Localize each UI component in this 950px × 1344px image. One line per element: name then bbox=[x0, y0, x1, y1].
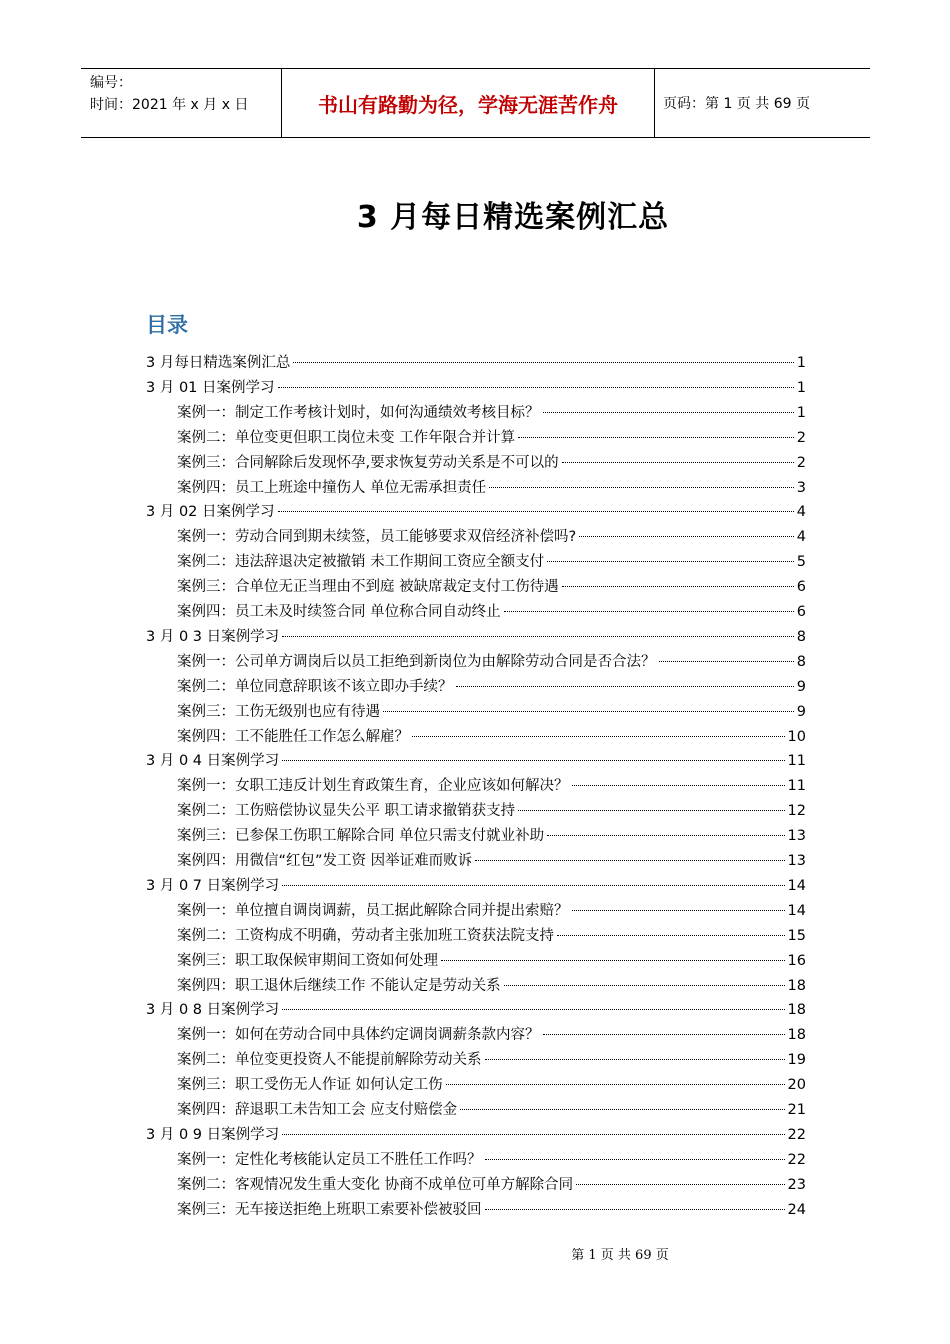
toc-leader-dots bbox=[547, 835, 784, 836]
toc-leader-dots bbox=[489, 487, 794, 488]
toc-entry-title: 案例二：违法辞退决定被撤销 未工作期间工资应全额支付 bbox=[177, 554, 545, 571]
time-label: 时间：2021 年 x 月 x 日 bbox=[90, 97, 249, 113]
header-motto: 书山有路勤为径，学海无涯苦作舟 bbox=[282, 69, 655, 137]
toc-leader-dots bbox=[518, 437, 794, 438]
toc-leader-dots bbox=[282, 1134, 784, 1135]
toc-entry-page: 6 bbox=[796, 604, 806, 620]
toc-entry-title: 3 月 0 4 日案例学习 bbox=[146, 753, 280, 770]
toc-entry-page: 18 bbox=[787, 977, 806, 994]
toc-entry-page: 20 bbox=[787, 1077, 806, 1094]
toc-entry-title: 3 月 0 8 日案例学习 bbox=[146, 1002, 280, 1019]
toc-entry-title: 案例四：员工未及时续签合同 单位称合同自动终止 bbox=[177, 604, 501, 620]
toc-entry-page: 2 bbox=[796, 454, 806, 471]
toc-entry-page: 4 bbox=[796, 504, 806, 521]
toc-entry-title: 案例一：如何在劳动合同中具体约定调岗调薪条款内容？ bbox=[177, 1027, 540, 1044]
toc-entry[interactable] bbox=[177, 550, 806, 572]
toc-entry-title: 案例四：工不能胜任工作怎么解雇？ bbox=[177, 728, 409, 745]
toc-entry-page: 8 bbox=[796, 628, 806, 645]
toc-entry[interactable] bbox=[177, 1173, 806, 1195]
toc-entry-title: 案例二：单位变更但职工岗位未变 工作年限合并计算 bbox=[177, 429, 516, 446]
toc-entry-page: 1 bbox=[796, 355, 806, 371]
toc-entry-title: 案例三：已参保工伤职工解除合同 单位只需支付就业补助 bbox=[177, 828, 545, 845]
toc-entry-title: 案例二：工资构成不明确，劳动者主张加班工资获法院支持 bbox=[177, 927, 554, 944]
toc-entry[interactable] bbox=[146, 998, 806, 1020]
toc-entry-page: 18 bbox=[787, 1027, 806, 1044]
toc-entry-page: 1 bbox=[796, 379, 806, 396]
toc-entry[interactable] bbox=[177, 974, 806, 996]
toc-entry-title: 案例二：单位变更投资人不能提前解除劳动关系 bbox=[177, 1052, 482, 1069]
toc-leader-dots bbox=[504, 985, 785, 986]
toc-entry-title: 3 月 02 日案例学习 bbox=[146, 504, 275, 521]
toc-entry-title: 3 月 0 3 日案例学习 bbox=[146, 628, 280, 645]
toc-entry-title: 3 月 01 日案例学习 bbox=[146, 379, 275, 396]
toc-entry-page: 15 bbox=[787, 927, 806, 944]
toc-entry-page: 2 bbox=[796, 429, 806, 446]
toc-entry[interactable] bbox=[177, 451, 806, 473]
toc-entry-title: 案例一：单位擅自调岗调薪，员工据此解除合同并提出索赔？ bbox=[177, 902, 569, 919]
toc-entry-title: 案例一：劳动合同到期未续签，员工能够要求双倍经济补偿吗? bbox=[177, 529, 577, 546]
toc-entry-title: 案例一：定性化考核能认定员工不胜任工作吗？ bbox=[177, 1151, 482, 1168]
toc-entry-page: 11 bbox=[787, 753, 806, 770]
toc-entry[interactable] bbox=[177, 575, 806, 597]
toc-entry[interactable] bbox=[177, 675, 806, 697]
toc-leader-dots bbox=[557, 935, 785, 936]
toc-entry[interactable] bbox=[177, 1148, 806, 1170]
toc-leader-dots bbox=[485, 1209, 785, 1210]
toc-leader-dots bbox=[456, 686, 794, 687]
toc-entry[interactable] bbox=[146, 625, 806, 647]
toc-entry-page: 13 bbox=[787, 828, 806, 845]
toc-leader-dots bbox=[383, 711, 794, 712]
toc-leader-dots bbox=[278, 387, 794, 388]
toc-entry-page: 21 bbox=[787, 1102, 806, 1118]
toc-entry-title: 案例二：客观情况发生重大变化 协商不成单位可单方解除合同 bbox=[177, 1176, 574, 1193]
toc-leader-dots bbox=[460, 1109, 784, 1110]
toc-entry-title: 案例四：用微信“红包”发工资 因举证难而败诉 bbox=[177, 853, 473, 869]
toc-entry-page: 9 bbox=[796, 678, 806, 695]
toc-entry-page: 19 bbox=[787, 1052, 806, 1069]
toc-entry[interactable] bbox=[177, 774, 806, 796]
page-header bbox=[81, 68, 870, 138]
toc-entry[interactable] bbox=[146, 749, 806, 771]
toc-entry[interactable] bbox=[177, 650, 806, 672]
toc-leader-dots bbox=[562, 462, 794, 463]
toc-entry-title: 案例一：公司单方调岗后以员工拒绝到新岗位为由解除劳动合同是否合法？ bbox=[177, 653, 656, 670]
toc-entry-title: 案例二：工伤赔偿协议显失公平 职工请求撤销获支持 bbox=[177, 803, 516, 820]
toc-leader-dots bbox=[518, 810, 784, 811]
toc-leader-dots bbox=[562, 586, 794, 587]
toc-entry-page: 13 bbox=[787, 853, 806, 869]
toc-entry[interactable] bbox=[177, 899, 806, 921]
toc-entry-title: 案例二：单位同意辞职该不该立即办手续？ bbox=[177, 678, 453, 695]
toc-entry[interactable] bbox=[177, 725, 806, 747]
toc-entry-page: 9 bbox=[796, 703, 806, 720]
toc-entry-title: 3 月每日精选案例汇总 bbox=[146, 355, 291, 371]
toc-entry[interactable] bbox=[177, 700, 806, 722]
toc-entry-page: 14 bbox=[787, 902, 806, 919]
toc-entry-page: 12 bbox=[787, 803, 806, 820]
header-meta bbox=[81, 69, 282, 137]
toc-leader-dots bbox=[441, 960, 785, 961]
toc-entry-title: 案例一：制定工作考核计划时，如何沟通绩效考核目标？ bbox=[177, 404, 540, 421]
toc-entry-title: 案例三：合同解除后发现怀孕,要求恢复劳动关系是不可以的 bbox=[177, 454, 559, 471]
toc-entry[interactable] bbox=[177, 426, 806, 448]
toc-leader-dots bbox=[572, 785, 785, 786]
toc-entry-page: 5 bbox=[796, 554, 806, 571]
toc-entry[interactable] bbox=[177, 799, 806, 821]
toc-entry-title: 案例三：工伤无级别也应有待遇 bbox=[177, 703, 380, 720]
toc-entry-page: 1 bbox=[796, 404, 806, 421]
toc-leader-dots bbox=[278, 511, 794, 512]
toc-entry-page: 24 bbox=[787, 1201, 806, 1218]
toc-entry[interactable] bbox=[177, 824, 806, 846]
header-page-info: 页码：第 1 页 共 69 页 bbox=[663, 96, 810, 112]
toc-leader-dots bbox=[547, 561, 794, 562]
toc-entry-page: 8 bbox=[796, 653, 806, 670]
toc-leader-dots bbox=[579, 536, 794, 537]
toc-entry-title: 案例三：合单位无正当理由不到庭 被缺席裁定支付工伤待遇 bbox=[177, 579, 559, 596]
toc-entry[interactable] bbox=[146, 500, 806, 522]
toc-entry-title: 案例四：职工退休后继续工作 不能认定是劳动关系 bbox=[177, 977, 501, 994]
toc-entry[interactable] bbox=[177, 1048, 806, 1070]
toc-entry[interactable] bbox=[177, 401, 806, 423]
toc-leader-dots bbox=[504, 611, 794, 612]
toc-entry-page: 10 bbox=[787, 728, 806, 745]
toc-leader-dots bbox=[572, 910, 785, 911]
toc-entry-title: 案例三：无车接送拒绝上班职工索要补偿被驳回 bbox=[177, 1201, 482, 1218]
toc-entry-page: 14 bbox=[787, 877, 806, 894]
toc-entry-page: 18 bbox=[787, 1002, 806, 1019]
toc-leader-dots bbox=[485, 1159, 785, 1160]
toc-entry-page: 22 bbox=[787, 1126, 806, 1143]
toc-entry-title: 3 月 0 9 日案例学习 bbox=[146, 1126, 280, 1143]
toc-entry-title: 案例四：辞退职工未告知工会 应支付赔偿金 bbox=[177, 1102, 458, 1118]
toc-heading: 目录 bbox=[146, 313, 188, 337]
toc-entry-page: 4 bbox=[796, 529, 806, 546]
page-footer: 第 1 页 共 69 页 bbox=[571, 1248, 669, 1263]
toc-leader-dots bbox=[282, 1009, 784, 1010]
toc-leader-dots bbox=[475, 860, 784, 861]
toc-entry-page: 6 bbox=[796, 579, 806, 596]
toc-entry[interactable] bbox=[177, 600, 806, 622]
toc-leader-dots bbox=[543, 412, 794, 413]
toc-entry-page: 3 bbox=[796, 479, 806, 496]
toc-leader-dots bbox=[485, 1059, 785, 1060]
toc-entry-title: 3 月 0 7 日案例学习 bbox=[146, 877, 280, 894]
toc-leader-dots bbox=[282, 885, 784, 886]
toc-entry[interactable] bbox=[146, 1123, 806, 1145]
toc-entry[interactable] bbox=[177, 1073, 806, 1095]
toc-entry[interactable] bbox=[177, 924, 806, 946]
toc-entry[interactable] bbox=[177, 1098, 806, 1120]
toc-entry[interactable] bbox=[146, 351, 806, 373]
toc-leader-dots bbox=[659, 661, 794, 662]
toc-leader-dots bbox=[282, 760, 784, 761]
toc-entry-title: 案例三：职工取保候审期间工资如何处理 bbox=[177, 952, 438, 969]
toc-entry[interactable] bbox=[146, 376, 806, 398]
toc-entry-page: 16 bbox=[787, 952, 806, 969]
toc-leader-dots bbox=[576, 1184, 784, 1185]
toc-leader-dots bbox=[543, 1034, 785, 1035]
toc-entry[interactable] bbox=[177, 949, 806, 971]
toc-entry-page: 11 bbox=[787, 778, 806, 795]
toc-leader-dots bbox=[282, 636, 794, 637]
toc-entry-page: 23 bbox=[787, 1176, 806, 1193]
toc-entry[interactable] bbox=[177, 525, 806, 547]
toc-entry[interactable] bbox=[177, 1023, 806, 1045]
toc-entry-title: 案例三：职工受伤无人作证 如何认定工伤 bbox=[177, 1077, 443, 1094]
toc-entry[interactable] bbox=[177, 476, 806, 498]
toc-leader-dots bbox=[446, 1084, 785, 1085]
toc-entry-page: 22 bbox=[787, 1151, 806, 1168]
toc-entry[interactable] bbox=[177, 849, 806, 871]
number-label: 编号： bbox=[90, 75, 132, 91]
toc-leader-dots bbox=[293, 362, 793, 363]
toc-entry[interactable] bbox=[146, 874, 806, 896]
toc-entry[interactable] bbox=[177, 1198, 806, 1220]
toc-entry-title: 案例四：员工上班途中撞伤人 单位无需承担责任 bbox=[177, 479, 487, 496]
toc-leader-dots bbox=[412, 736, 785, 737]
toc-entry-title: 案例一：女职工违反计划生育政策生育，企业应该如何解决？ bbox=[177, 778, 569, 795]
document-title: 3 月每日精选案例汇总 bbox=[356, 200, 670, 235]
